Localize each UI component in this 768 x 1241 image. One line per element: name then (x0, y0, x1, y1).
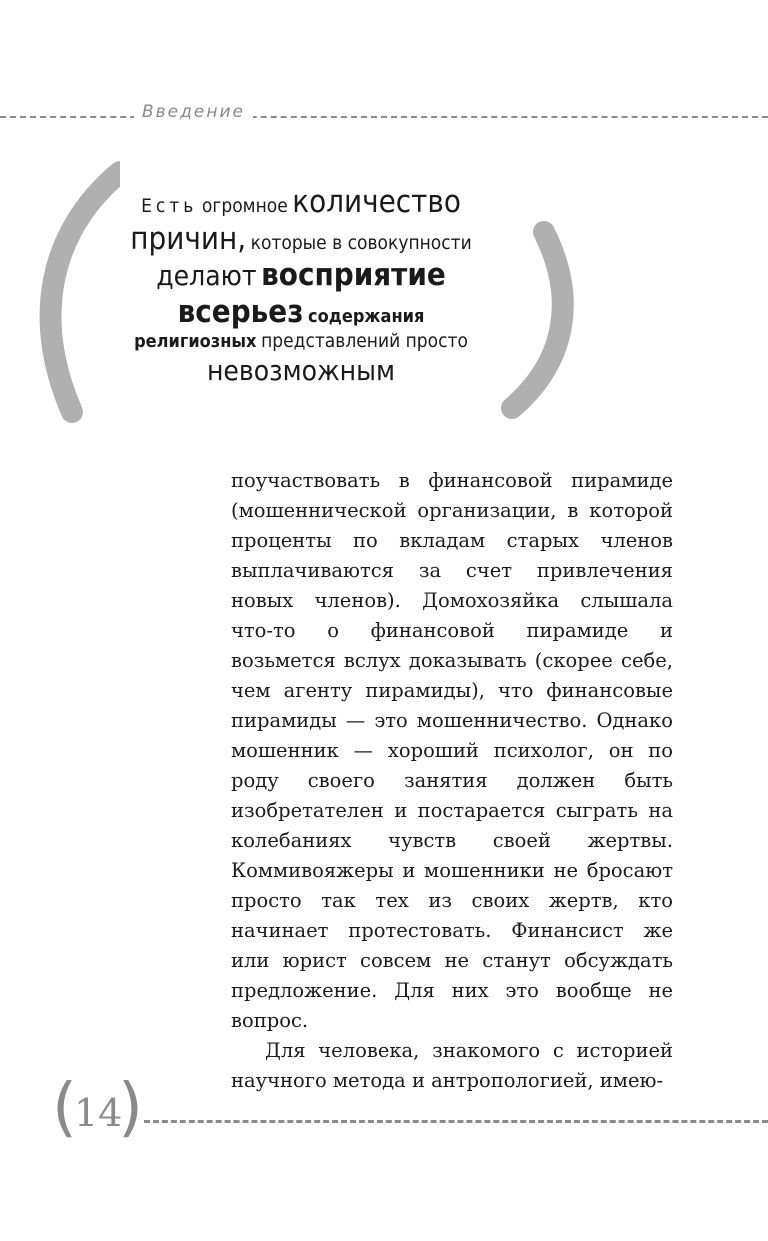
quote-word: количество (292, 184, 461, 220)
quote-word: делают (156, 259, 257, 293)
pull-quote-text (118, 186, 484, 390)
quote-word: которые в совокупности (250, 231, 472, 254)
quote-line (118, 186, 484, 219)
page-footer (52, 1071, 768, 1146)
pull-quote (0, 150, 768, 430)
body-paragraph: поучаствовать в финансовой пирамиде (мошеннической организации, в которой проценты по вкладам старых членов выплачиваются за счет привлечения новых членов). Домохозяйка слышала что-то о финансовой пирамиде и возьмется вслух доказывать (скорее себе, чем агенту пирамиды), что финансовые пирамиды — это мошенничество. Однако мошенник — хороший психолог, он по роду своего занятия должен быть изобретателен и постарается сыграть на колебаниях чувств своей жертвы. Коммивояжеры и мошенники не бросают просто так тех из своих жертв, кто начинает протестовать. Финансист же или юрист совсем не станут обсуждать предложение. Для них это вообще не вопрос. (231, 469, 673, 1032)
page-number-open-paren: ( (52, 1071, 77, 1145)
page-number: 14 (74, 1091, 123, 1135)
quote-line (118, 332, 484, 352)
header-dashed-rule (0, 116, 768, 118)
quote-word: огромное (201, 195, 288, 217)
section-label: Введение (134, 102, 253, 122)
quote-word: Есть (141, 195, 198, 217)
quote-word: содержания (308, 305, 425, 327)
quote-line (118, 293, 484, 330)
body-text (231, 466, 673, 1096)
quote-word: представлений просто (261, 330, 468, 353)
page-number-close-paren: ) (118, 1071, 143, 1145)
quote-word: религиозных (134, 331, 257, 353)
right-quote-paren (490, 150, 590, 430)
footer-dashed-rule (144, 1120, 768, 1123)
quote-line (118, 259, 484, 292)
quote-word: всерьез (177, 293, 304, 330)
quote-line (118, 220, 484, 257)
left-quote-paren (20, 150, 120, 430)
quote-word: невозможным (206, 354, 396, 388)
quote-line (118, 354, 484, 388)
quote-word: причин, (130, 220, 247, 257)
quote-word: восприятие (261, 257, 446, 294)
body-paragraph: Для человека, знакомого с историей научного метода и антропологией, имею- (231, 1039, 673, 1092)
